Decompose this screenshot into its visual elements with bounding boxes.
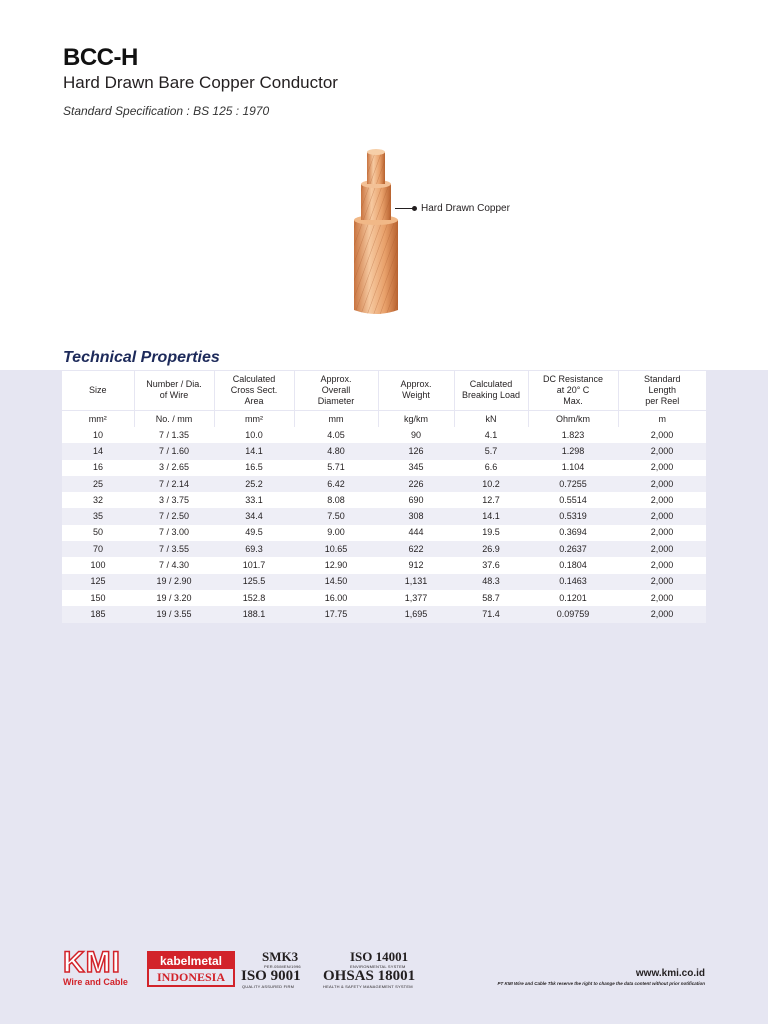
table-cell: 0.1201 <box>528 590 618 606</box>
table-cell: 7 / 2.14 <box>134 476 214 492</box>
table-row <box>62 574 706 590</box>
table-cell: 2,000 <box>618 508 706 524</box>
table-cell: 1,377 <box>378 590 454 606</box>
table-cell: 1,695 <box>378 606 454 622</box>
table-cell: 2,000 <box>618 443 706 459</box>
table-cell: 32 <box>62 492 134 508</box>
column-header-line: Calculated <box>232 373 276 384</box>
column-header-line: Length <box>648 384 677 395</box>
column-header <box>62 371 134 410</box>
iso14001-cert-sub: ENVIRONMENTAL SYSTEM <box>350 964 406 969</box>
table-cell: 25 <box>62 476 134 492</box>
table-row <box>62 590 706 606</box>
table-cell: 10.65 <box>294 541 378 557</box>
table-cell: 71.4 <box>454 606 528 622</box>
table-cell: 2,000 <box>618 606 706 622</box>
table-cell: 12.90 <box>294 557 378 573</box>
table-cell: 125.5 <box>214 574 294 590</box>
table-cell: 100 <box>62 557 134 573</box>
unit-cell: kg/km <box>378 410 454 427</box>
smk3-cert-sub: PER.05/MEN/1996 <box>264 964 301 969</box>
column-header-line: Area <box>244 395 264 406</box>
unit-cell: m <box>618 410 706 427</box>
table-cell: 345 <box>378 460 454 476</box>
table-cell: 1.823 <box>528 427 618 443</box>
table-cell: 3 / 3.75 <box>134 492 214 508</box>
table-cell: 0.3694 <box>528 525 618 541</box>
table-cell: 7 / 4.30 <box>134 557 214 573</box>
ohsas-cert-sub: HEALTH & SAFETY MANAGEMENT SYSTEM <box>323 984 413 989</box>
standard-specification: Standard Specification : BS 125 : 1970 <box>63 104 270 118</box>
table-cell: 152.8 <box>214 590 294 606</box>
table-cell: 2,000 <box>618 525 706 541</box>
table-cell: 49.5 <box>214 525 294 541</box>
column-header <box>618 371 706 410</box>
column-header-line: Max. <box>563 395 583 406</box>
table-cell: 2,000 <box>618 541 706 557</box>
unit-cell: mm² <box>62 410 134 427</box>
column-header-line: Approx. <box>320 373 352 384</box>
table-cell: 125 <box>62 574 134 590</box>
kabelmetal-logo <box>147 951 235 987</box>
table-cell: 5.71 <box>294 460 378 476</box>
table-row <box>62 508 706 524</box>
column-header-line: of Wire <box>159 390 189 401</box>
iso9001-cert: ISO 9001 <box>241 968 301 984</box>
table-cell: 16.00 <box>294 590 378 606</box>
kabelmetal-logo-top: kabelmetal <box>149 953 233 969</box>
table-cell: 14.1 <box>214 443 294 459</box>
ohsas-cert: OHSAS 18001 <box>323 968 416 984</box>
table-row <box>62 476 706 492</box>
table-cell: 2,000 <box>618 460 706 476</box>
table-cell: 19 / 3.55 <box>134 606 214 622</box>
kabelmetal-logo-bottom: INDONESIA <box>156 970 225 984</box>
table-cell: 7 / 1.60 <box>134 443 214 459</box>
table-cell: 19.5 <box>454 525 528 541</box>
table-cell: 622 <box>378 541 454 557</box>
table-cell: 150 <box>62 590 134 606</box>
table-cell: 10 <box>62 427 134 443</box>
copper-cable-icon <box>346 144 406 316</box>
table-cell: 70 <box>62 541 134 557</box>
column-header-line: Size <box>88 384 107 395</box>
table-cell: 0.09759 <box>528 606 618 622</box>
table-cell: 185 <box>62 606 134 622</box>
table-cell: 188.1 <box>214 606 294 622</box>
table-units-row <box>62 410 706 427</box>
table-cell: 4.1 <box>454 427 528 443</box>
table-cell: 2,000 <box>618 557 706 573</box>
table-cell: 48.3 <box>454 574 528 590</box>
table-cell: 0.7255 <box>528 476 618 492</box>
table-cell: 50 <box>62 525 134 541</box>
table-row <box>62 557 706 573</box>
unit-cell: mm <box>294 410 378 427</box>
column-header <box>134 371 214 410</box>
table-cell: 2,000 <box>618 492 706 508</box>
table-cell: 33.1 <box>214 492 294 508</box>
column-header-line: Breaking Load <box>461 390 521 401</box>
unit-cell: No. / mm <box>134 410 214 427</box>
table-cell: 3 / 2.65 <box>134 460 214 476</box>
table-cell: 37.6 <box>454 557 528 573</box>
smk3-cert: SMK3 <box>262 949 299 964</box>
table-cell: 6.6 <box>454 460 528 476</box>
table-cell: 444 <box>378 525 454 541</box>
table-cell: 1,131 <box>378 574 454 590</box>
table-cell: 5.7 <box>454 443 528 459</box>
column-header-line: Weight <box>402 390 430 401</box>
column-header-line: Calculated <box>469 379 513 390</box>
table-cell: 58.7 <box>454 590 528 606</box>
table-row <box>62 492 706 508</box>
technical-properties-table <box>62 371 706 623</box>
website-link[interactable]: www.kmi.co.id <box>635 968 705 979</box>
table-cell: 25.2 <box>214 476 294 492</box>
table-cell: 0.1804 <box>528 557 618 573</box>
table-cell: 16 <box>62 460 134 476</box>
table-cell: 2,000 <box>618 476 706 492</box>
table-cell: 0.1463 <box>528 574 618 590</box>
column-header-line: at 20° C <box>556 384 590 395</box>
table-cell: 19 / 3.20 <box>134 590 214 606</box>
table-cell: 69.3 <box>214 541 294 557</box>
table-cell: 2,000 <box>618 574 706 590</box>
column-header-line: Number / Dia. <box>146 379 202 390</box>
disclaimer-text: PT KMI Wire and Cable Tbk reserve the right to change the data content without prior notification <box>497 981 705 986</box>
table-cell: 308 <box>378 508 454 524</box>
table-cell: 7 / 2.50 <box>134 508 214 524</box>
table-cell: 0.2637 <box>528 541 618 557</box>
callout-dot <box>412 206 417 211</box>
column-header-line: per Reel <box>645 395 680 406</box>
column-header <box>294 371 378 410</box>
table-cell: 34.4 <box>214 508 294 524</box>
table-cell: 1.104 <box>528 460 618 476</box>
table-cell: 14.50 <box>294 574 378 590</box>
table-cell: 9.00 <box>294 525 378 541</box>
table-header-row <box>62 371 706 410</box>
table-cell: 0.5319 <box>528 508 618 524</box>
column-header <box>528 371 618 410</box>
table-cell: 26.9 <box>454 541 528 557</box>
column-header <box>214 371 294 410</box>
iso14001-cert: ISO 14001 <box>350 949 409 964</box>
column-header-line: Overall <box>321 384 351 395</box>
table-cell: 7.50 <box>294 508 378 524</box>
unit-cell: Ohm/km <box>528 410 618 427</box>
table-cell: 7 / 3.55 <box>134 541 214 557</box>
table-cell: 0.5514 <box>528 492 618 508</box>
table-cell: 4.05 <box>294 427 378 443</box>
table-cell: 35 <box>62 508 134 524</box>
table-cell: 17.75 <box>294 606 378 622</box>
column-header-line: Standard <box>643 373 681 384</box>
table-cell: 6.42 <box>294 476 378 492</box>
table-cell: 7 / 3.00 <box>134 525 214 541</box>
column-header-line: Approx. <box>400 379 432 390</box>
table-cell: 912 <box>378 557 454 573</box>
table-row <box>62 606 706 622</box>
kmi-logo-mark: KMI <box>63 946 121 979</box>
table-cell: 1.298 <box>528 443 618 459</box>
product-name: Hard Drawn Bare Copper Conductor <box>63 73 338 92</box>
table-cell: 90 <box>378 427 454 443</box>
table-cell: 226 <box>378 476 454 492</box>
callout-label: Hard Drawn Copper <box>421 203 510 214</box>
unit-cell: kN <box>454 410 528 427</box>
column-header-line: DC Resistance <box>542 373 604 384</box>
column-header <box>454 371 528 410</box>
column-header-line: Diameter <box>317 395 355 406</box>
table-cell: 10.0 <box>214 427 294 443</box>
table-cell: 12.7 <box>454 492 528 508</box>
section-title: Technical Properties <box>63 349 220 366</box>
table-cell: 2,000 <box>618 427 706 443</box>
table-cell: 7 / 1.35 <box>134 427 214 443</box>
iso9001-cert-sub: QUALITY ASSURED FIRM <box>242 984 295 989</box>
table-cell: 19 / 2.90 <box>134 574 214 590</box>
table-body <box>62 427 706 623</box>
table-cell: 10.2 <box>454 476 528 492</box>
column-header <box>378 371 454 410</box>
table-cell: 4.80 <box>294 443 378 459</box>
table-row <box>62 541 706 557</box>
table-cell: 690 <box>378 492 454 508</box>
table-row <box>62 460 706 476</box>
table-cell: 14 <box>62 443 134 459</box>
table-cell: 14.1 <box>454 508 528 524</box>
table-cell: 101.7 <box>214 557 294 573</box>
kmi-tagline: Wire and Cable <box>63 977 128 987</box>
table-row <box>62 443 706 459</box>
table-row <box>62 427 706 443</box>
table-cell: 126 <box>378 443 454 459</box>
product-code: BCC-H <box>63 44 138 71</box>
table-row <box>62 525 706 541</box>
table-cell: 16.5 <box>214 460 294 476</box>
column-header-line: Cross Sect. <box>230 384 278 395</box>
kmi-logo <box>63 946 139 988</box>
table-cell: 8.08 <box>294 492 378 508</box>
table-cell: 2,000 <box>618 590 706 606</box>
unit-cell: mm² <box>214 410 294 427</box>
